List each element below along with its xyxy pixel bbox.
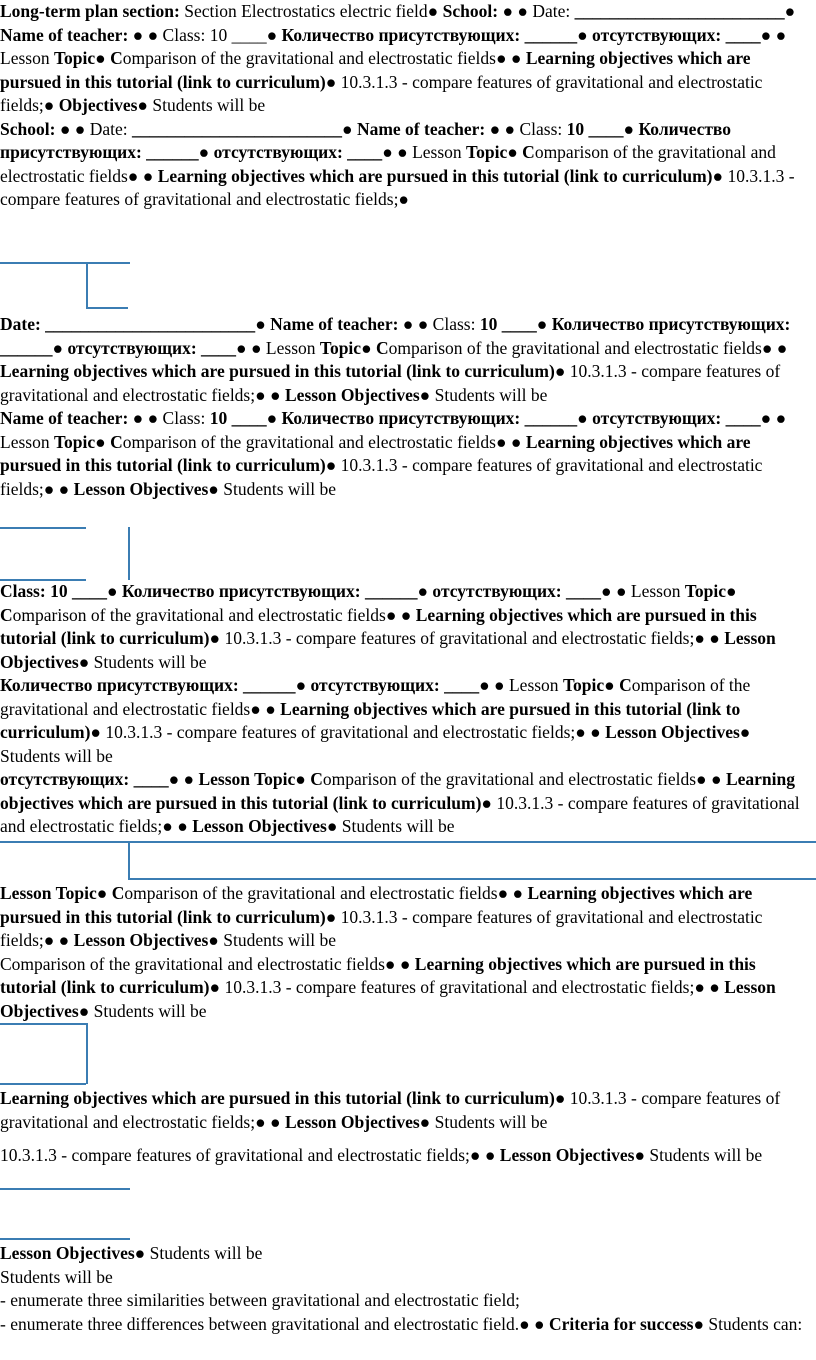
divider-line [0,262,130,264]
paragraph: Name of teacher: ● ● Class: 10 ____● Количество присутствующих: ______● отсутствующих: ____● ● Lesson Topic● Comparison of the gravitational and electrostatic fields● ● Learning objectives which are pursued in this tutorial (link to curriculum)● 10.3.1.3 - compare features of gravitational and electrostatic fields;● ● Lesson Objectives● Students will be [0,408,787,499]
text-block-6 [0,1144,814,1168]
divider-line [0,1188,130,1190]
paragraph: отсутствующих: ____● ● Lesson Topic● Comparison of the gravitational and electrostatic fields● ● Learning objectives which are pursued in this tutorial (link to curriculum)● 10.3.1.3 - compare features of gravitational and electrostatic fields;● ● Lesson Objectives● Students will be [0,769,800,836]
divider-line [0,1083,86,1085]
divider-line [0,841,816,843]
divider-line [128,527,130,580]
paragraph: Long-term plan section: Section Electrostatics electric field● School: ● ● Date: ________________________● Name of teacher: ● ● Class: 10 ____● Количество присутствующих: ______● отсутствующих: ____● ● Lesson Topic● Comparison of the gravitational and electrostatic fields● ● Learning objectives which are pursued in this tutorial (link to curriculum)● 10.3.1.3 - compare features of gravitational and electrostatic fields;● Objectives● Students will be [0,1,796,115]
paragraph: Class: 10 ____● Количество присутствующих: ______● отсутствующих: ____● ● Lesson Topic● Comparison of the gravitational and electrostatic fields● ● Learning objectives which are pursued in this tutorial (link to curriculum)● 10.3.1.3 - compare features of gravitational and electrostatic fields;● ● Lesson Objectives● Students will be [0,581,776,672]
text-block-2 [0,313,814,501]
divider-line [0,1023,86,1025]
paragraph: Students will be [0,1266,113,1287]
divider-line [86,307,128,309]
paragraph: 10.3.1.3 - compare features of gravitational and electrostatic fields;● ● Lesson Objectives● Students will be [0,1145,763,1165]
divider-line [128,878,816,880]
paragraph: Lesson Topic● Comparison of the gravitational and electrostatic fields● ● Learning objectives which are pursued in this tutorial (link to curriculum)● 10.3.1.3 - compare features of gravitational and electrostatic fields;● ● Lesson Objectives● Students will be [0,883,763,950]
paragraph: Lesson Objectives● Students will be [0,1243,263,1263]
paragraph: Date: ________________________● Name of teacher: ● ● Class: 10 ____● Количество присутствующих: ______● отсутствующих: ____● ● Lesson Topic● Comparison of the gravitational and electrostatic fields● ● Learning objectives which are pursued in this tutorial (link to curriculum)● 10.3.1.3 - compare features of gravitational and electrostatic fields;● ● Lesson Objectives● Students will be [0,314,791,405]
divider-line [0,1238,130,1240]
paragraph: Количество присутствующих: ______● отсутствующих: ____● ● Lesson Topic● Comparison of the gravitational and electrostatic fields● ● Learning objectives which are pursued in this tutorial (link to curriculum)● 10.3.1.3 - compare features of gravitational and electrostatic fields;● ● Lesson Objectives● Students will be [0,675,751,766]
divider-line [86,262,88,308]
paragraph: - enumerate three similarities between gravitational and electrostatic field; [0,1290,520,1310]
text-block-7 [0,1242,814,1336]
paragraph: - enumerate three differences between gravitational and electrostatic field.● ● Criteria for success● Students can: [0,1313,803,1334]
paragraph: School: ● ● Date: ________________________● Name of teacher: ● ● Class: 10 ____● Количество присутствующих: ______● отсутствующих: ____● ● Lesson Topic● Comparison of the gravitational and electrostatic fields● ● Learning objectives which are pursued in this tutorial (link to curriculum)● 10.3.1.3 - compare features of gravitational and electrostatic fields;● [0,118,795,209]
divider-line [128,841,130,878]
paragraph: Learning objectives which are pursued in this tutorial (link to curriculum)● 10.3.1.3 - compare features of gravitational and electrostatic fields;● ● Lesson Objectives● Students will be [0,1088,781,1132]
divider-line [86,1023,88,1084]
text-block-3 [0,580,814,839]
divider-line [0,527,86,529]
text-block-4 [0,882,814,1023]
text-block-5 [0,1087,814,1134]
paragraph: Comparison of the gravitational and electrostatic fields● ● Learning objectives which are pursued in this tutorial (link to curriculum)● 10.3.1.3 - compare features of gravitational and electrostatic fields;● ● Lesson Objectives● Students will be [0,953,776,1021]
text-block-1 [0,0,814,212]
